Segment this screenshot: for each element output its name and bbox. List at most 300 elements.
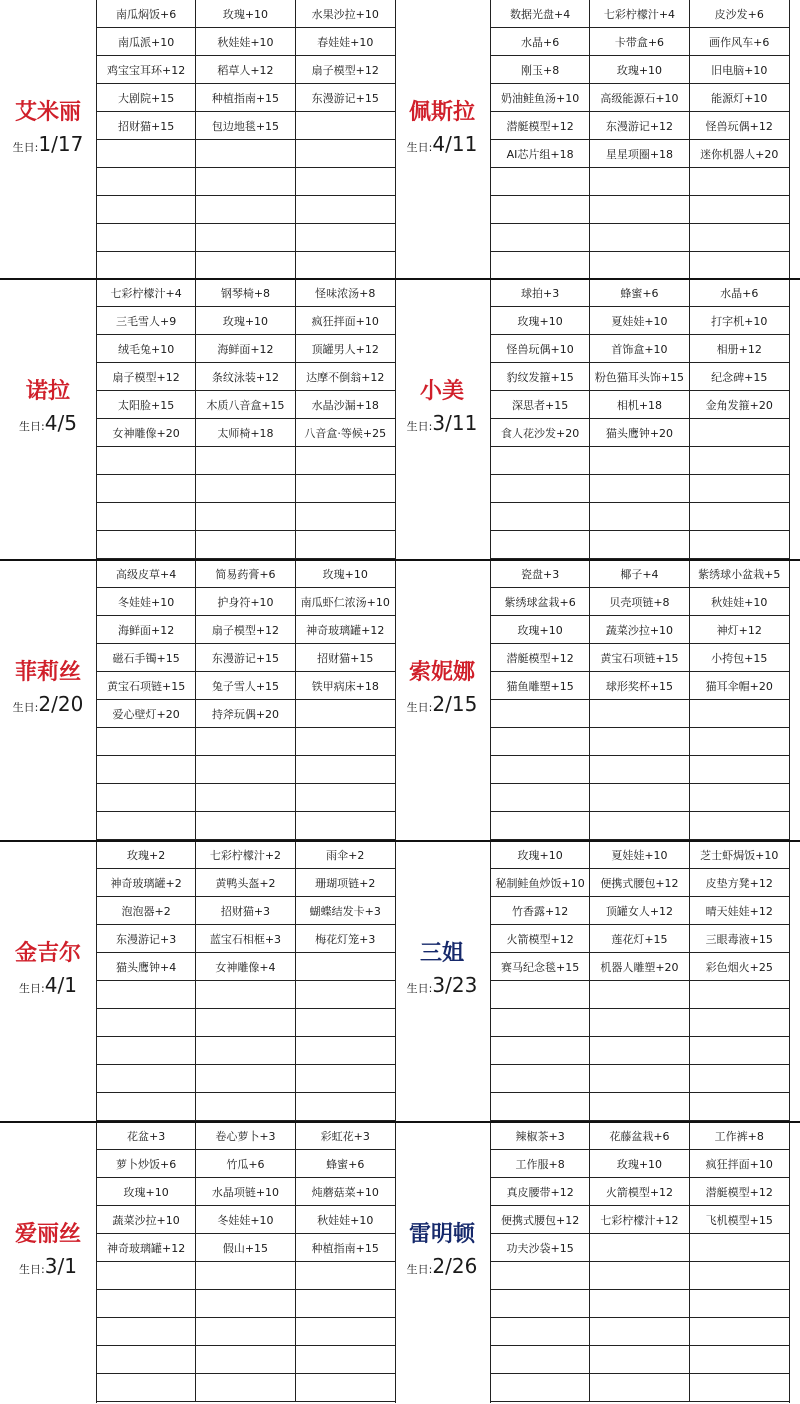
gift-cell: 招财猫+3 <box>196 897 295 925</box>
gift-cell <box>196 1318 295 1346</box>
gift-cell: 春娃娃+10 <box>296 28 395 56</box>
gift-cell <box>690 1234 789 1262</box>
birthday-value: 3/11 <box>432 411 478 435</box>
gift-cell: 玫瑰+10 <box>196 0 295 28</box>
gift-cell <box>296 1346 395 1374</box>
gift-cell: 简易药膏+6 <box>196 560 295 588</box>
gift-cell <box>590 700 689 728</box>
character-name: 艾米丽 <box>14 100 81 125</box>
gift-cell <box>590 1065 689 1093</box>
gift-cell <box>690 756 789 784</box>
birthday-value: 4/5 <box>44 411 77 435</box>
birthday <box>0 973 96 997</box>
gift-cell <box>97 812 196 840</box>
gift-cell <box>296 447 395 475</box>
gift-cell: 女神雕像+4 <box>196 953 295 981</box>
birthday-label: 生日: <box>12 701 39 714</box>
gift-cell <box>97 168 196 196</box>
gift-grid <box>490 0 790 281</box>
gift-cell <box>491 756 590 784</box>
gift-cell: 神灯+12 <box>690 616 789 644</box>
gift-cell <box>491 1290 590 1318</box>
gift-cell: 花藤盆栽+6 <box>590 1122 689 1150</box>
character-panel <box>394 1122 800 1403</box>
gift-cell: 迷你机器人+20 <box>690 140 789 168</box>
gift-cell: 玫瑰+10 <box>491 616 590 644</box>
character-name: 雷明顿 <box>408 1222 475 1247</box>
gift-cell: 粉色猫耳头饰+15 <box>590 363 689 391</box>
gift-cell <box>296 196 395 224</box>
gift-cell: 玫瑰+10 <box>491 841 590 869</box>
character-header <box>0 100 96 156</box>
character-header <box>394 379 490 435</box>
gift-cell: 招财猫+15 <box>97 112 196 140</box>
gift-cell <box>690 1009 789 1037</box>
gift-cell: 玫瑰+10 <box>296 560 395 588</box>
gift-cell: 秋娃娃+10 <box>196 28 295 56</box>
gift-grid <box>96 560 396 841</box>
gift-cell: 工作裤+8 <box>690 1122 789 1150</box>
gift-cell: 便携式腰包+12 <box>491 1206 590 1234</box>
birthday <box>394 132 490 156</box>
gift-cell: 水晶+6 <box>690 279 789 307</box>
gift-cell <box>296 812 395 840</box>
gift-cell: 东漫游记+3 <box>97 925 196 953</box>
gift-cell: 南瓜虾仁浓汤+10 <box>296 588 395 616</box>
gift-cell: 高级能源石+10 <box>590 84 689 112</box>
gift-cell: 玫瑰+2 <box>97 841 196 869</box>
character-header <box>0 379 96 435</box>
gift-cell <box>690 419 789 447</box>
gift-grid <box>96 841 396 1122</box>
gift-cell: 假山+15 <box>196 1234 295 1262</box>
gift-cell <box>97 1037 196 1065</box>
gift-cell: 海鲜面+12 <box>196 335 295 363</box>
gift-cell <box>690 1374 789 1402</box>
gift-cell: 黄宝石项链+15 <box>97 672 196 700</box>
gift-cell <box>97 981 196 1009</box>
gift-cell: 海鲜面+12 <box>97 616 196 644</box>
gift-cell <box>97 447 196 475</box>
gift-cell: 赛马纪念毯+15 <box>491 953 590 981</box>
gift-cell: 顶罐女人+12 <box>590 897 689 925</box>
gift-cell <box>491 1374 590 1402</box>
gift-cell: 玫瑰+10 <box>97 1178 196 1206</box>
gift-cell <box>296 1262 395 1290</box>
birthday <box>394 973 490 997</box>
gift-cell: 潜艇模型+12 <box>491 644 590 672</box>
gift-cell: 大剧院+15 <box>97 84 196 112</box>
gift-cell: 水果沙拉+10 <box>296 0 395 28</box>
gift-cell: 金角发箍+20 <box>690 391 789 419</box>
gift-grid <box>490 279 790 560</box>
gift-cell: 夏娃娃+10 <box>590 841 689 869</box>
character-panel <box>0 560 394 841</box>
character-panel <box>394 841 800 1122</box>
gift-cell: 护身符+10 <box>196 588 295 616</box>
gift-cell: 飞机模型+15 <box>690 1206 789 1234</box>
gift-cell <box>491 531 590 559</box>
birthday <box>394 1254 490 1278</box>
gift-cell: 紫绣球小盆栽+5 <box>690 560 789 588</box>
character-header <box>394 660 490 716</box>
gift-cell <box>690 196 789 224</box>
birthday <box>0 692 96 716</box>
gift-cell: 球拍+3 <box>491 279 590 307</box>
gift-cell: 猫头鹰钟+4 <box>97 953 196 981</box>
gift-cell <box>296 140 395 168</box>
gift-cell: 水晶项链+10 <box>196 1178 295 1206</box>
gift-cell: 秋娃娃+10 <box>296 1206 395 1234</box>
gift-cell: 七彩柠檬汁+2 <box>196 841 295 869</box>
gift-cell <box>690 1093 789 1121</box>
birthday <box>0 132 96 156</box>
character-name: 索妮娜 <box>408 660 475 685</box>
gift-cell <box>97 1290 196 1318</box>
gift-cell: 蔬菜沙拉+10 <box>590 616 689 644</box>
gift-cell: 泡泡器+2 <box>97 897 196 925</box>
gift-cell <box>296 1093 395 1121</box>
birthday <box>394 692 490 716</box>
gift-cell: 神奇玻璃罐+12 <box>97 1234 196 1262</box>
character-header <box>394 100 490 156</box>
gift-cell <box>590 784 689 812</box>
gift-cell: 七彩柠檬汁+12 <box>590 1206 689 1234</box>
gift-cell: 刚玉+8 <box>491 56 590 84</box>
character-name: 佩斯拉 <box>408 100 475 125</box>
gift-cell: 玫瑰+10 <box>590 56 689 84</box>
gift-cell: 球形奖杯+15 <box>590 672 689 700</box>
gift-cell <box>690 447 789 475</box>
birthday-label: 生日: <box>19 982 45 995</box>
gift-cell: 三毛雪人+9 <box>97 307 196 335</box>
birthday-value: 3/23 <box>432 973 478 997</box>
character-name: 诺拉 <box>25 379 70 404</box>
gift-cell <box>491 447 590 475</box>
birthday-value: 1/17 <box>38 132 84 156</box>
gift-cell: 七彩柠檬汁+4 <box>97 279 196 307</box>
character-name: 爱丽丝 <box>14 1222 81 1247</box>
birthday-value: 2/20 <box>38 692 84 716</box>
gift-cell: 太阳脸+15 <box>97 391 196 419</box>
gift-cell: 玫瑰+10 <box>196 307 295 335</box>
gift-cell: 奶油鲑鱼汤+10 <box>491 84 590 112</box>
gift-cell: 卡带盒+6 <box>590 28 689 56</box>
gift-cell: 小挎包+15 <box>690 644 789 672</box>
gift-cell <box>296 700 395 728</box>
gift-cell <box>196 812 295 840</box>
gift-cell <box>97 475 196 503</box>
gift-cell <box>97 1318 196 1346</box>
character-panel <box>0 279 394 560</box>
gift-grid <box>96 1122 396 1403</box>
gift-cell: 彩色烟火+25 <box>690 953 789 981</box>
gift-cell <box>491 700 590 728</box>
gift-cell <box>690 1346 789 1374</box>
gift-cell <box>196 756 295 784</box>
gift-cell: 皮沙发+6 <box>690 0 789 28</box>
character-header <box>394 1222 490 1278</box>
gift-cell: 钢琴椅+8 <box>196 279 295 307</box>
gift-cell <box>97 224 196 252</box>
character-header <box>394 941 490 997</box>
gift-cell: 工作服+8 <box>491 1150 590 1178</box>
gift-cell <box>690 700 789 728</box>
gift-cell: 黄宝石项链+15 <box>590 644 689 672</box>
gift-cell <box>296 531 395 559</box>
gift-cell <box>296 1037 395 1065</box>
gift-cell: 蝴蝶结发卡+3 <box>296 897 395 925</box>
gift-cell: 南瓜焖饭+6 <box>97 0 196 28</box>
gift-cell <box>690 981 789 1009</box>
gift-cell: 绒毛兔+10 <box>97 335 196 363</box>
birthday-value: 4/11 <box>432 132 478 156</box>
gift-cell <box>296 224 395 252</box>
gift-cell: 玫瑰+10 <box>491 307 590 335</box>
gift-cell <box>491 784 590 812</box>
gift-cell <box>196 224 295 252</box>
gift-cell: 八音盒·等候+25 <box>296 419 395 447</box>
gift-cell: 神奇玻璃罐+12 <box>296 616 395 644</box>
gift-cell <box>196 140 295 168</box>
gift-cell: 蜂蜜+6 <box>590 279 689 307</box>
gift-cell <box>196 168 295 196</box>
gift-cell: 炖蘑菇菜+10 <box>296 1178 395 1206</box>
gift-cell <box>196 447 295 475</box>
birthday-label: 生日: <box>406 141 433 154</box>
gift-cell <box>196 1065 295 1093</box>
birthday-label: 生日: <box>406 701 433 714</box>
gift-cell <box>590 728 689 756</box>
birthday-label: 生日: <box>406 1263 433 1276</box>
gift-cell <box>491 728 590 756</box>
gift-cell: 三眼毒液+15 <box>690 925 789 953</box>
gift-cell: 夏娃娃+10 <box>590 307 689 335</box>
gift-cell <box>296 981 395 1009</box>
gift-cell: 蔬菜沙拉+10 <box>97 1206 196 1234</box>
gift-cell <box>590 475 689 503</box>
gift-cell <box>690 784 789 812</box>
gift-cell: 画作风车+6 <box>690 28 789 56</box>
gift-cell: AI芯片组+18 <box>491 140 590 168</box>
character-panel <box>394 560 800 841</box>
gift-cell: 辣椒茶+3 <box>491 1122 590 1150</box>
gift-cell <box>590 531 689 559</box>
gift-cell: 木质八音盒+15 <box>196 391 295 419</box>
gift-cell <box>97 503 196 531</box>
gift-cell <box>590 168 689 196</box>
gift-cell: 竹香露+12 <box>491 897 590 925</box>
gift-grid <box>490 560 790 841</box>
section-divider <box>0 559 800 561</box>
gift-cell: 彩虹花+3 <box>296 1122 395 1150</box>
gift-cell: 东漫游记+15 <box>196 644 295 672</box>
birthday-label: 生日: <box>406 420 433 433</box>
gift-cell <box>590 503 689 531</box>
gift-cell <box>97 531 196 559</box>
birthday-label: 生日: <box>19 1263 45 1276</box>
gift-cell <box>491 981 590 1009</box>
gift-cell <box>97 196 196 224</box>
gift-cell <box>296 252 395 280</box>
gift-cell: 皮垫方凳+12 <box>690 869 789 897</box>
gift-cell <box>690 531 789 559</box>
gift-cell: 火箭模型+12 <box>590 1178 689 1206</box>
gift-cell: 猫鱼雕塑+15 <box>491 672 590 700</box>
gift-cell <box>491 1009 590 1037</box>
gift-cell: 卷心萝卜+3 <box>196 1122 295 1150</box>
gift-cell <box>296 168 395 196</box>
gift-cell: 机器人雕塑+20 <box>590 953 689 981</box>
gift-cell <box>690 224 789 252</box>
gift-cell <box>97 1093 196 1121</box>
character-panel <box>0 1122 394 1403</box>
gift-cell: 怪兽玩偶+10 <box>491 335 590 363</box>
gift-cell <box>296 1290 395 1318</box>
gift-cell: 达摩不倒翁+12 <box>296 363 395 391</box>
birthday-value: 4/1 <box>44 973 77 997</box>
gift-cell: 女神雕像+20 <box>97 419 196 447</box>
gift-cell <box>196 1093 295 1121</box>
gift-cell: 水晶沙漏+18 <box>296 391 395 419</box>
gift-cell: 雨伞+2 <box>296 841 395 869</box>
character-panel <box>394 0 800 281</box>
gift-cell <box>491 1093 590 1121</box>
gift-cell <box>296 112 395 140</box>
gift-cell <box>690 728 789 756</box>
gift-cell <box>196 981 295 1009</box>
birthday-label: 生日: <box>12 141 39 154</box>
gift-cell <box>690 475 789 503</box>
gift-cell <box>97 1009 196 1037</box>
gift-cell <box>296 1318 395 1346</box>
gift-cell <box>491 196 590 224</box>
gift-cell <box>196 475 295 503</box>
gift-cell: 相册+12 <box>690 335 789 363</box>
section-divider <box>0 278 800 280</box>
gift-cell: 食人花沙发+20 <box>491 419 590 447</box>
gift-cell <box>296 784 395 812</box>
gift-cell: 梅花灯笼+3 <box>296 925 395 953</box>
gift-cell: 高级皮草+4 <box>97 560 196 588</box>
birthday <box>0 411 96 435</box>
gift-cell: 玫瑰+10 <box>590 1150 689 1178</box>
gift-cell: 首饰盒+10 <box>590 335 689 363</box>
section-divider <box>0 840 800 842</box>
gift-cell <box>97 1374 196 1402</box>
gift-cell <box>590 224 689 252</box>
gift-cell <box>97 756 196 784</box>
gift-cell <box>296 953 395 981</box>
gift-cell <box>296 728 395 756</box>
gift-cell <box>590 756 689 784</box>
character-name: 小美 <box>419 379 464 404</box>
gift-cell: 蜂蜜+6 <box>296 1150 395 1178</box>
gift-grid <box>490 841 790 1122</box>
birthday-value: 3/1 <box>44 1254 77 1278</box>
gift-cell: 包边地毯+15 <box>196 112 295 140</box>
gift-cell <box>196 1037 295 1065</box>
gift-cell: 紫绣球盆栽+6 <box>491 588 590 616</box>
character-panel <box>0 841 394 1122</box>
gift-cell: 秋娃娃+10 <box>690 588 789 616</box>
gift-cell <box>690 168 789 196</box>
gift-cell <box>491 168 590 196</box>
birthday-label: 生日: <box>406 982 433 995</box>
gift-cell: 鸡宝宝耳环+12 <box>97 56 196 84</box>
gift-cell <box>491 224 590 252</box>
character-header <box>0 941 96 997</box>
gift-cell <box>590 1346 689 1374</box>
gift-cell: 花盆+3 <box>97 1122 196 1150</box>
gift-cell <box>196 503 295 531</box>
gift-cell <box>590 1290 689 1318</box>
gift-cell <box>590 1318 689 1346</box>
gift-cell <box>690 812 789 840</box>
gift-cell: 纪念碑+15 <box>690 363 789 391</box>
gift-grid <box>490 1122 790 1403</box>
gift-cell: 扇子模型+12 <box>296 56 395 84</box>
gift-cell: 秘制鲑鱼炒饭+10 <box>491 869 590 897</box>
gift-cell: 深思者+15 <box>491 391 590 419</box>
character-header <box>0 660 96 716</box>
gift-grid <box>96 0 396 281</box>
gift-cell: 顶罐男人+12 <box>296 335 395 363</box>
gift-cell: 冬娃娃+10 <box>196 1206 295 1234</box>
gift-cell: 潜艇模型+12 <box>491 112 590 140</box>
gift-cell <box>491 1262 590 1290</box>
gift-cell: 打字机+10 <box>690 307 789 335</box>
gift-cell: 真皮腰带+12 <box>491 1178 590 1206</box>
gift-cell <box>590 1009 689 1037</box>
gift-cell: 扇子模型+12 <box>97 363 196 391</box>
gift-cell <box>296 503 395 531</box>
gift-cell: 猫耳伞帽+20 <box>690 672 789 700</box>
gift-cell: 怪兽玩偶+12 <box>690 112 789 140</box>
gift-cell <box>196 252 295 280</box>
gift-cell <box>690 1037 789 1065</box>
gift-cell <box>491 252 590 280</box>
gift-cell: 疯狂拌面+10 <box>296 307 395 335</box>
gift-cell: 神奇玻璃罐+2 <box>97 869 196 897</box>
gift-cell <box>296 1374 395 1402</box>
gift-cell <box>196 728 295 756</box>
gift-cell <box>97 140 196 168</box>
gift-cell <box>690 1065 789 1093</box>
gift-cell: 数据光盘+4 <box>491 0 590 28</box>
character-panel <box>0 0 394 281</box>
gift-cell: 爱心壁灯+20 <box>97 700 196 728</box>
gift-cell <box>491 812 590 840</box>
gift-cell: 旧电脑+10 <box>690 56 789 84</box>
gift-cell: 持斧玩偶+20 <box>196 700 295 728</box>
gift-cell: 招财猫+15 <box>296 644 395 672</box>
gift-cell: 莲花灯+15 <box>590 925 689 953</box>
gift-cell: 竹瓜+6 <box>196 1150 295 1178</box>
gift-cell <box>590 1234 689 1262</box>
birthday-label: 生日: <box>19 420 45 433</box>
gift-cell <box>196 1009 295 1037</box>
gift-cell: 瓷盘+3 <box>491 560 590 588</box>
gift-cell <box>590 1262 689 1290</box>
character-header <box>0 1222 96 1278</box>
section-divider <box>0 1121 800 1123</box>
gift-cell: 冬娃娃+10 <box>97 588 196 616</box>
gift-cell <box>590 1037 689 1065</box>
gift-cell <box>491 1037 590 1065</box>
gift-cell <box>590 447 689 475</box>
gift-cell: 种植指南+15 <box>196 84 295 112</box>
